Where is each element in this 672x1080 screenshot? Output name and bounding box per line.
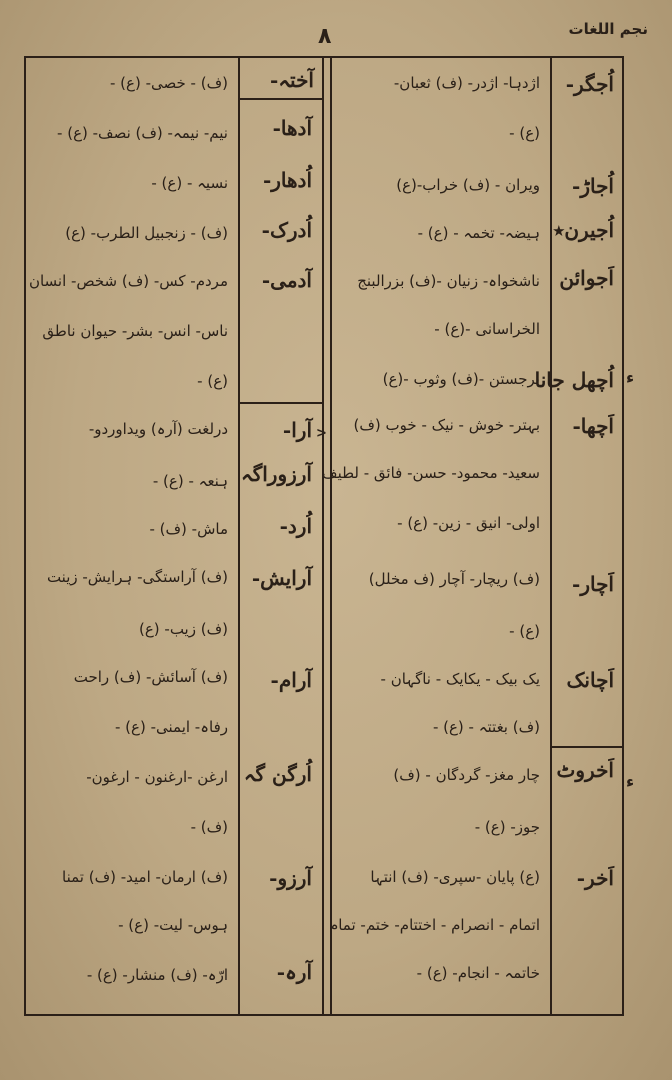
headword: اُجاڑ-: [572, 174, 614, 198]
definition-line: (ف) - زنجبیل الطرب- (ع): [65, 224, 228, 242]
headword: آرام-: [270, 668, 312, 692]
headword: اَچار-: [572, 572, 614, 596]
headword: اُجگر-: [565, 72, 614, 96]
headword: اُدرک-: [261, 218, 312, 242]
headword-rule: [240, 402, 322, 404]
definition-line: (ع) -: [509, 622, 540, 640]
margin-mark: ء: [626, 368, 635, 387]
headword-rule: [240, 98, 322, 100]
dictionary-frame: [24, 56, 624, 1016]
headword: آرا-: [282, 418, 312, 442]
definition-line: اژدہا- اژدر- (ف) ثعبان-: [393, 74, 540, 92]
definition-line: رفاہ- ایمنی- (ع) -: [114, 718, 228, 736]
definition-line: (ف) آراستگی- ہرایش- زینت: [46, 568, 228, 586]
definition-line: ماش- (ف) -: [149, 520, 228, 538]
headword: آدمی-: [261, 268, 312, 292]
column-rule: [550, 58, 552, 1014]
headword: اَخروٹ: [556, 758, 614, 782]
definition-line: اولی- انیق - زین- (ع) -: [397, 514, 540, 532]
headword: اَخر-: [576, 866, 614, 890]
headword: اُدھار-: [262, 168, 312, 192]
definition-line: مردم- کس- (ف) شخص- انسان: [28, 272, 228, 290]
headword: اُرد-: [279, 514, 312, 538]
column-rule: [322, 58, 324, 1014]
definition-line: ناس- انس- بشر- حیوان ناطق: [42, 322, 228, 340]
definition-line: نیم- نیمہ- (ف) نصف- (ع) -: [57, 124, 228, 142]
definition-line: (ف) ریچار- آچار (ف مخلل): [368, 570, 540, 588]
definition-line: چار مغز- گردگان - (ف): [393, 766, 540, 784]
headword: آرزو-: [269, 866, 312, 890]
definition-line: ہوس- لیت- (ع) -: [118, 916, 228, 934]
headword: آختہ-: [270, 68, 314, 92]
headword: آرہ-: [276, 960, 312, 984]
definition-line: نسیہ - (ع) -: [151, 174, 228, 192]
headword: آرایش-: [251, 566, 312, 590]
definition-line: ارغن -ارغنون - ارغون-: [86, 768, 228, 786]
definition-line: بہتر- خوش - نیک - خوب (ف): [353, 416, 540, 434]
definition-line: ہنعہ - (ع) -: [152, 472, 228, 490]
right-definitions: [322, 58, 548, 1014]
definition-line: جوز- (ع) -: [474, 818, 540, 836]
definition-line: برجستن -(ف) وثوب -(ع): [382, 370, 540, 388]
definition-line: یک بیک - یکایک - ناگہان -: [380, 670, 540, 688]
definition-line: ہیضہ- تخمہ - (ع) -: [417, 224, 540, 242]
definition-line: (ف) - خصی- (ع) -: [109, 74, 228, 92]
headword: اَچھا-: [572, 414, 614, 438]
headword-rule: [552, 746, 624, 748]
headword: اُچھل جانا: [534, 368, 614, 392]
margin-mark: >: [316, 426, 327, 441]
definition-line: (ع) -: [509, 124, 540, 142]
definition-line: (ف) بغتتہ - (ع) -: [432, 718, 540, 736]
definition-line: (ف) زیب- (ع): [138, 620, 228, 638]
definition-line: خاتمہ - انجام- (ع) -: [416, 964, 540, 982]
headword: اُرگن گہ: [243, 762, 312, 786]
definition-line: (ف) ارمان- امید- (ف) تمنا: [62, 868, 228, 886]
margin-mark: ء: [626, 772, 635, 791]
definition-line: (ع) پایان -سپری- (ف) انتہا: [370, 868, 540, 886]
definition-line: ویران - (ف) خراب-(ع): [396, 176, 540, 194]
definition-line: (ع) -: [197, 372, 228, 390]
definition-line: ارّہ- (ف) منشار- (ع) -: [86, 966, 228, 984]
definition-line: (ف) -: [190, 818, 228, 836]
headword: اَجوائن: [559, 266, 614, 290]
left-definitions: [26, 58, 236, 1014]
headword: اُجیرن٭: [553, 218, 614, 242]
page-number: ۸: [318, 24, 332, 49]
dictionary-title: نجم اللغات: [568, 20, 648, 38]
definition-line: الخراسانی -(ع) -: [434, 320, 540, 338]
column-rule: [238, 58, 240, 1014]
headword: آدھا-: [272, 116, 312, 140]
definition-line: ناشخواہ- زنیان -(ف) بزرالبنج: [357, 272, 540, 290]
definition-line: درلغت (آرہ) ویداوردو-: [88, 420, 228, 438]
headword: آرزوراگہ: [241, 462, 312, 486]
headword: اَچانک: [566, 668, 614, 692]
definition-line: (ف) آسائش- (ف) راحت: [73, 668, 228, 686]
definition-line: سعید- محمود- حسن- فائق - لطیف: [322, 464, 540, 482]
definition-line: اتمام - انصرام - اختتام- ختم- تمام: [328, 916, 540, 934]
